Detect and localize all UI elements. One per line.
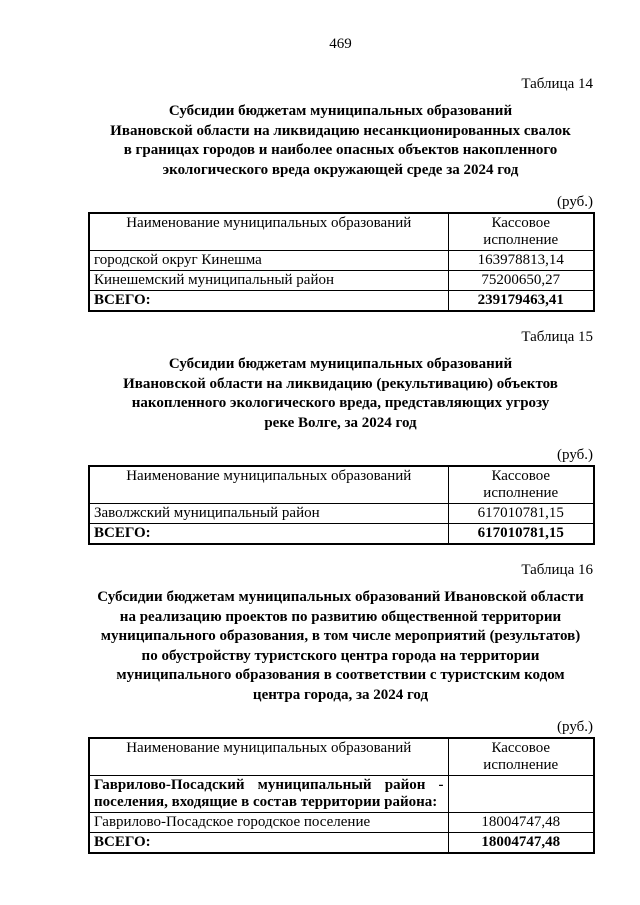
- column-header-value: [448, 213, 594, 251]
- table-label: Таблица 16: [521, 562, 593, 578]
- title-line: Субсидии бюджетам муниципальных образований Ивановской области: [97, 589, 584, 605]
- subsidy-table-16: [88, 737, 595, 854]
- column-header-value: [448, 738, 594, 776]
- table-header-row: [89, 738, 594, 776]
- total-label: ВСЕГО:: [89, 833, 448, 854]
- column-header-name: Наименование муниципальных образований: [89, 738, 448, 776]
- table-row: [89, 504, 594, 524]
- total-value: 617010781,15: [448, 524, 594, 545]
- table-row: [89, 251, 594, 271]
- title-line: муниципального образования в соответствии с туристским кодом: [116, 667, 565, 683]
- title-line: в границах городов и наиболее опасных объектов накопленного: [123, 142, 558, 158]
- title-line: Субсидии бюджетам муниципальных образований: [168, 103, 513, 119]
- title-line: реке Волге, за 2024 год: [264, 414, 417, 431]
- total-value: 239179463,41: [448, 291, 594, 312]
- title-line: Субсидии бюджетам муниципальных образований: [168, 356, 513, 372]
- section-title: [88, 588, 593, 705]
- municipality-name: Заволжский муниципальный район: [89, 504, 448, 524]
- column-header-value-line2: исполнение: [483, 232, 559, 248]
- total-value: 18004747,48: [448, 833, 594, 854]
- section-table-14: [88, 76, 593, 312]
- page-number: 469: [329, 36, 352, 52]
- title-line: накопленного экологического вреда, представляющих угрозу: [131, 395, 550, 411]
- municipality-name: городской округ Кинешма: [89, 251, 448, 271]
- table-row: [89, 271, 594, 291]
- municipality-name: Гаврилово-Посадское городское поселение: [89, 813, 448, 833]
- currency-note: (руб.): [557, 447, 593, 463]
- section-title: [88, 355, 593, 433]
- title-line: центра города, за 2024 год: [252, 686, 429, 703]
- title-line: Ивановской области на ликвидацию (рекультивацию) объектов: [123, 375, 558, 392]
- municipality-group-name: Гаврилово-Посадский муниципальный район - поселения, входящие в состав территории района:: [89, 776, 448, 813]
- subsidy-table-15: [88, 465, 595, 545]
- column-header-value: [448, 466, 594, 504]
- total-label: ВСЕГО:: [89, 291, 448, 312]
- title-line: муниципального образования, в том числе мероприятий (результатов): [100, 628, 581, 644]
- title-line: экологического вреда окружающей среде за 2024 год: [162, 161, 519, 178]
- column-header-name: Наименование муниципальных образований: [89, 466, 448, 504]
- table-total-row: [89, 524, 594, 545]
- municipality-name: Кинешемский муниципальный район: [89, 271, 448, 291]
- title-line: Ивановской области на ликвидацию несанкционированных свалок: [110, 122, 571, 139]
- section-title: [88, 102, 593, 180]
- subsidy-table-14: [88, 212, 595, 312]
- column-header-value-line2: исполнение: [483, 757, 559, 773]
- execution-value: 75200650,27: [448, 271, 594, 291]
- table-total-row: [89, 291, 594, 312]
- column-header-name: Наименование муниципальных образований: [89, 213, 448, 251]
- table-group-row: [89, 776, 594, 813]
- table-total-row: [89, 833, 594, 854]
- section-table-15: [88, 329, 593, 545]
- execution-value: [448, 776, 594, 813]
- section-table-16: [88, 562, 593, 854]
- execution-value: 18004747,48: [448, 813, 594, 833]
- table-header-row: [89, 213, 594, 251]
- execution-value: 617010781,15: [448, 504, 594, 524]
- currency-note: (руб.): [557, 719, 593, 735]
- column-header-value-line1: Кассовое: [491, 215, 551, 231]
- page-content: [88, 0, 593, 854]
- currency-note: (руб.): [557, 194, 593, 210]
- table-label: Таблица 15: [521, 329, 593, 345]
- title-line: по обустройству туристского центра города на территории: [141, 647, 540, 664]
- column-header-value-line2: исполнение: [483, 485, 559, 501]
- column-header-value-line1: Кассовое: [491, 740, 551, 756]
- table-header-row: [89, 466, 594, 504]
- execution-value: 163978813,14: [448, 251, 594, 271]
- total-label: ВСЕГО:: [89, 524, 448, 545]
- table-row: [89, 813, 594, 833]
- table-label: Таблица 14: [521, 76, 593, 92]
- column-header-value-line1: Кассовое: [491, 468, 551, 484]
- title-line: на реализацию проектов по развитию общественной территории: [119, 608, 562, 625]
